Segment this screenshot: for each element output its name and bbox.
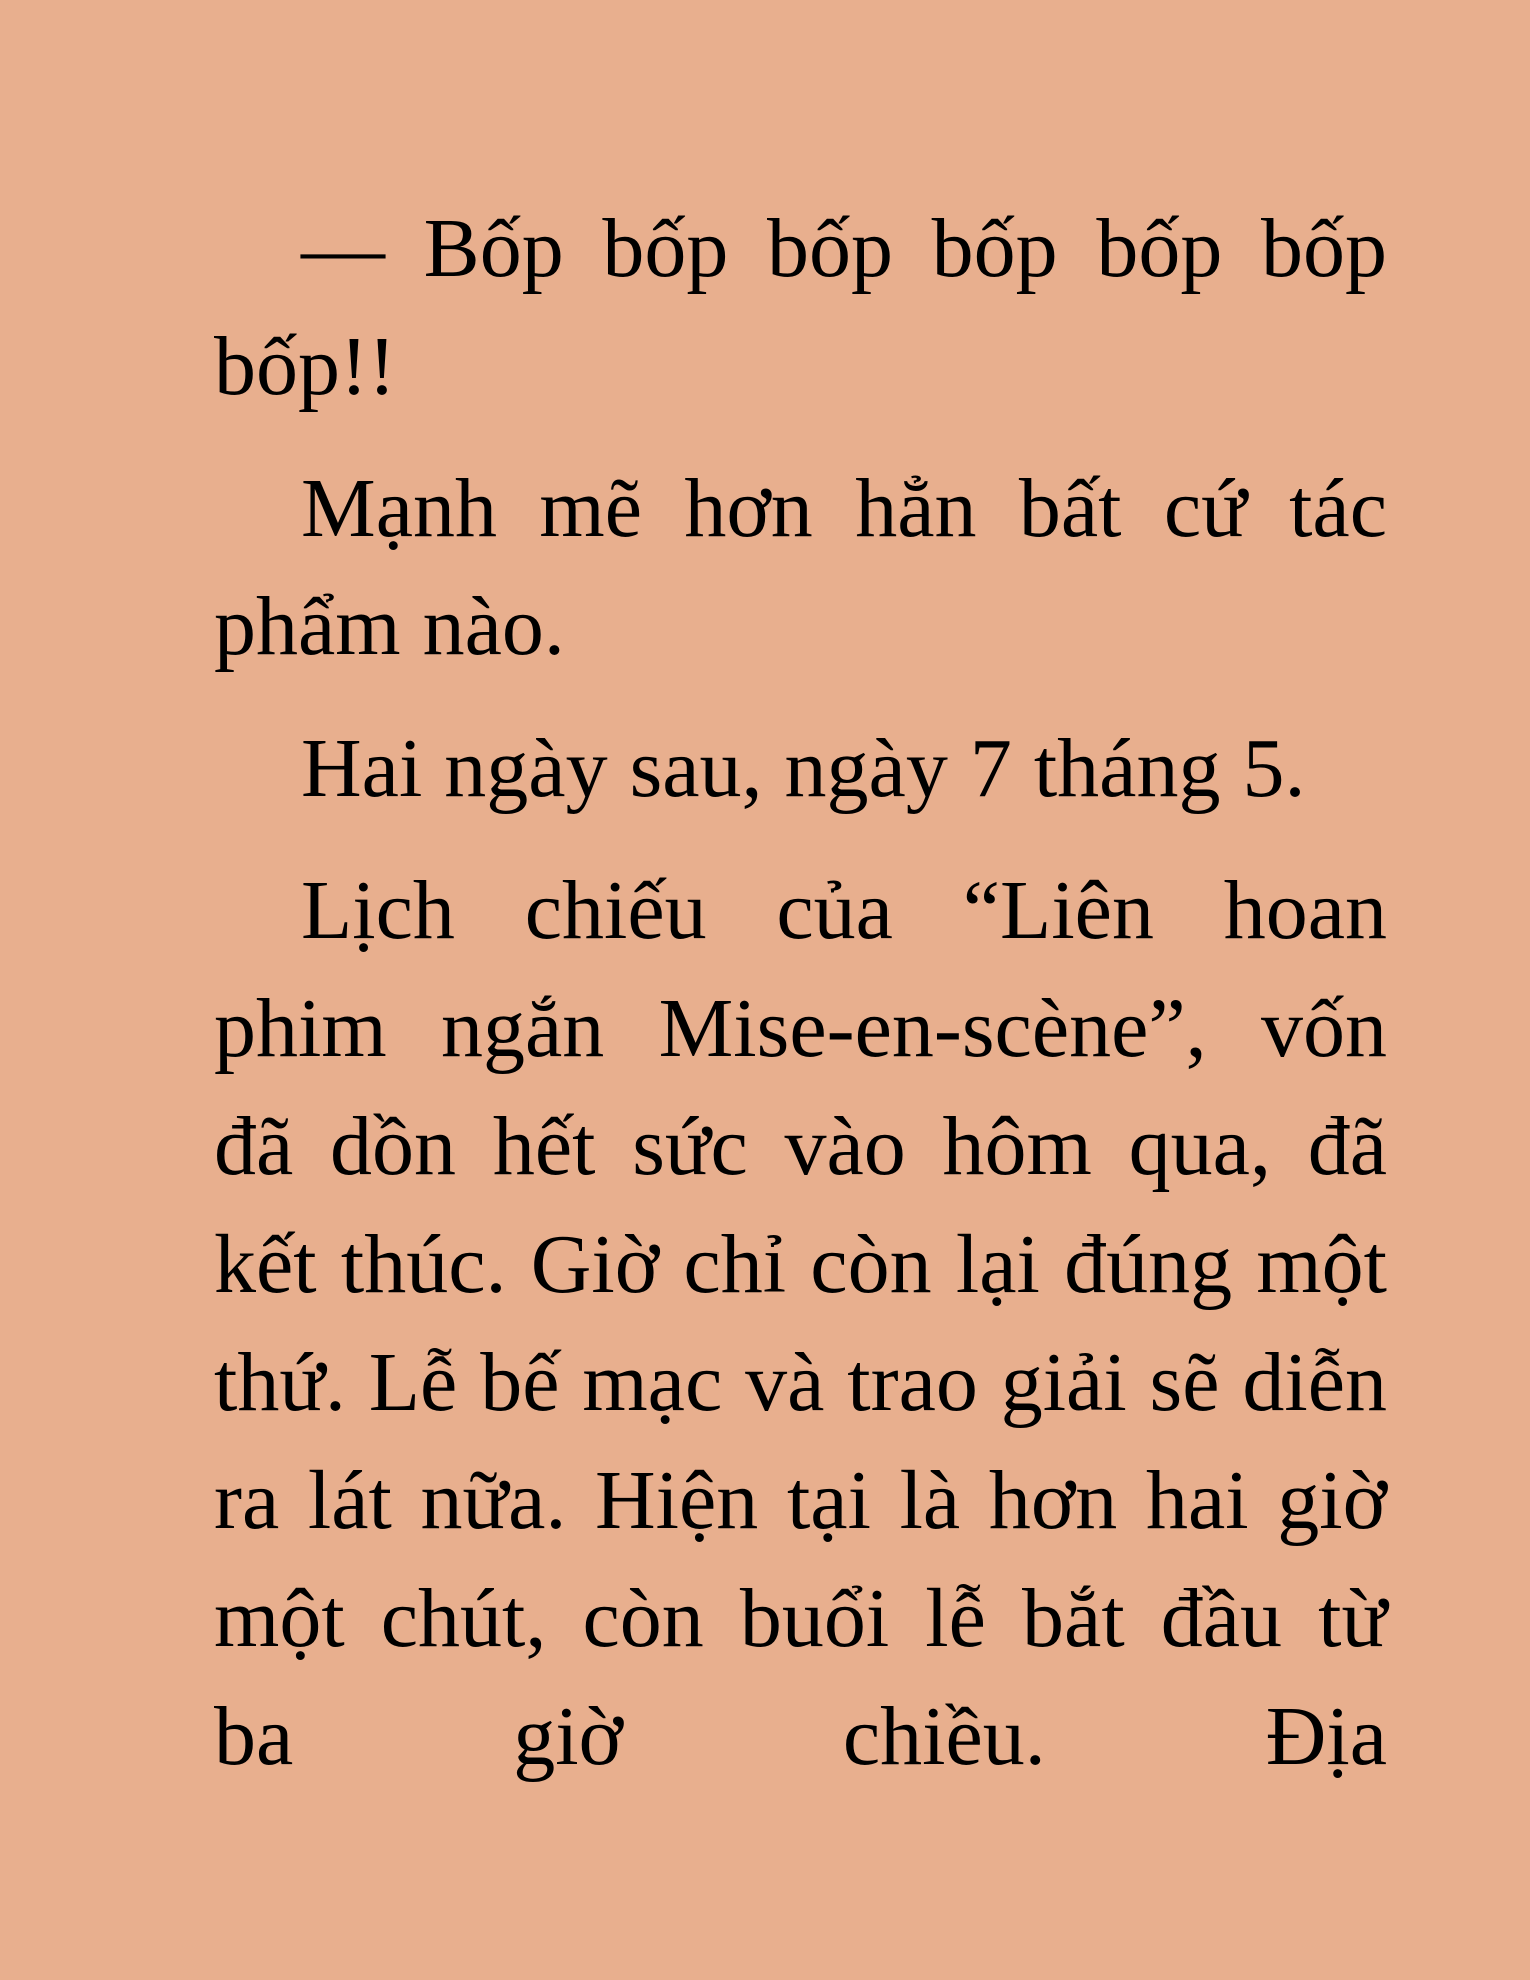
- paragraph-sound-effect: — Bốp bốp bốp bốp bốp bốp bốp!!: [214, 202, 1387, 413]
- paragraph-festival-schedule: Lịch chiếu của “Liên hoan phim ngắn Mise-en-scène”, vốn đã dồn hết sức vào hôm qua, đã kết thúc. Giờ chỉ còn lại đúng một thứ. Lễ bế mạc và trao giải sẽ diễn ra lát nữa. Hiện tại là hơn hai giờ một chút, còn buổi lễ bắt đầu từ ba giờ chiều. Địa: [214, 864, 1387, 1783]
- paragraph-comparison: Mạnh mẽ hơn hẳn bất cứ tác phẩm nào.: [214, 462, 1387, 673]
- document-page: [214, 190, 1387, 1796]
- paragraph-date: Hai ngày sau, ngày 7 tháng 5.: [301, 722, 1306, 815]
